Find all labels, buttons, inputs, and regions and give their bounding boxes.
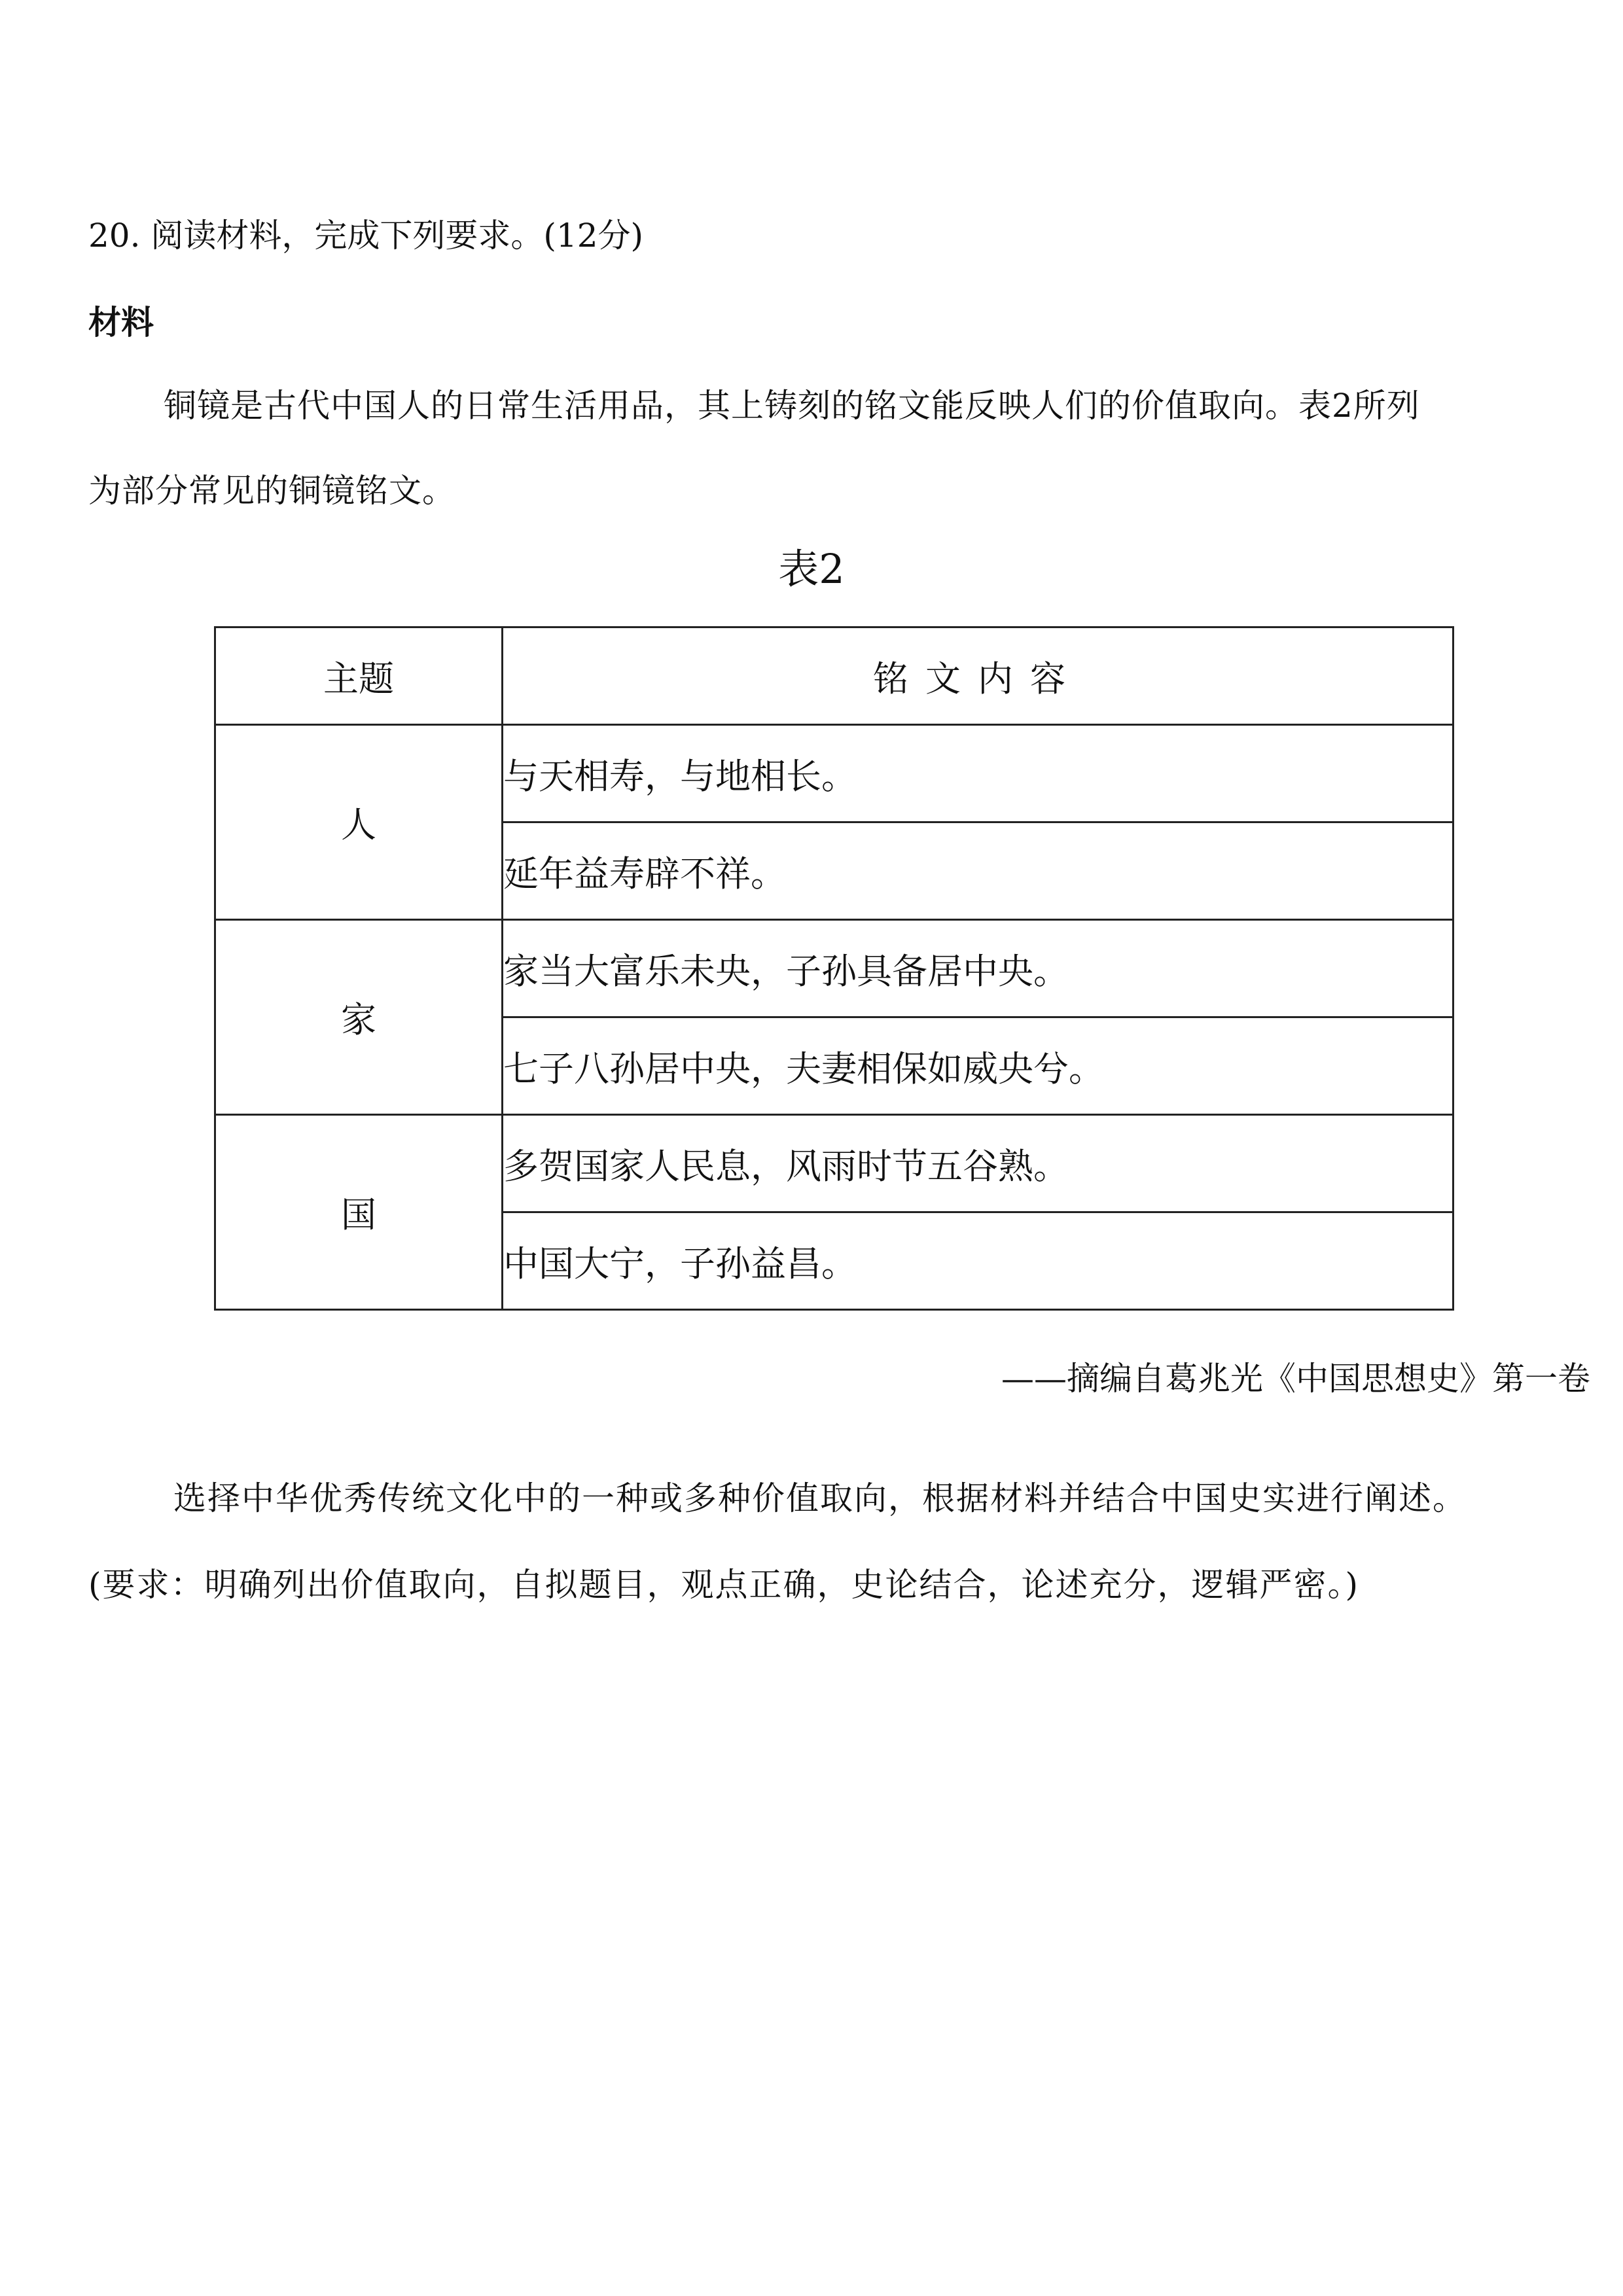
table-header-row <box>215 627 1454 725</box>
source-citation: ——摘编自葛兆光《中国思想史》第一卷 <box>1001 1360 1590 1398</box>
material-label: 材料 <box>88 304 154 342</box>
table-title: 表2 <box>778 545 845 593</box>
theme-cell-person: 人 <box>215 725 503 920</box>
material-intro <box>88 383 1535 514</box>
task-instructions <box>88 1475 1535 1608</box>
theme-cell-country: 国 <box>215 1115 503 1310</box>
header-content: 铭文内容 <box>503 627 1454 725</box>
task-line-2: (要求：明确列出价值取向，自拟题目，观点正确，史论结合，论述充分，逻辑严密。) <box>88 1566 1360 1604</box>
material-intro-line-1: 铜镜是古代中国人的日常生活用品，其上铸刻的铭文能反映人们的价值取向。表2所列 <box>164 387 1420 425</box>
inscription-cell: 延年益寿辟不祥。 <box>503 822 1454 920</box>
table-row <box>215 725 1454 822</box>
question-header: 20. 阅读材料，完成下列要求。(12分) <box>88 217 644 255</box>
table-row <box>215 920 1454 1017</box>
inscription-cell: 与天相寿，与地相长。 <box>503 725 1454 822</box>
inscription-cell: 家当大富乐未央，子孙具备居中央。 <box>503 920 1454 1017</box>
inscription-cell: 七子八孙居中央，夫妻相保如威央兮。 <box>503 1017 1454 1115</box>
material-intro-line-2: 为部分常见的铜镜铭文。 <box>88 472 455 510</box>
task-line-1: 选择中华优秀传统文化中的一种或多种价值取向，根据材料并结合中国史实进行阐述。 <box>173 1479 1467 1517</box>
inscription-cell: 多贺国家人民息，风雨时节五谷熟。 <box>503 1115 1454 1212</box>
header-theme: 主题 <box>215 627 503 725</box>
table-row <box>215 1115 1454 1212</box>
inscription-table <box>214 626 1454 1311</box>
inscription-cell: 中国大宁，子孙益昌。 <box>503 1212 1454 1310</box>
theme-cell-family: 家 <box>215 920 503 1115</box>
